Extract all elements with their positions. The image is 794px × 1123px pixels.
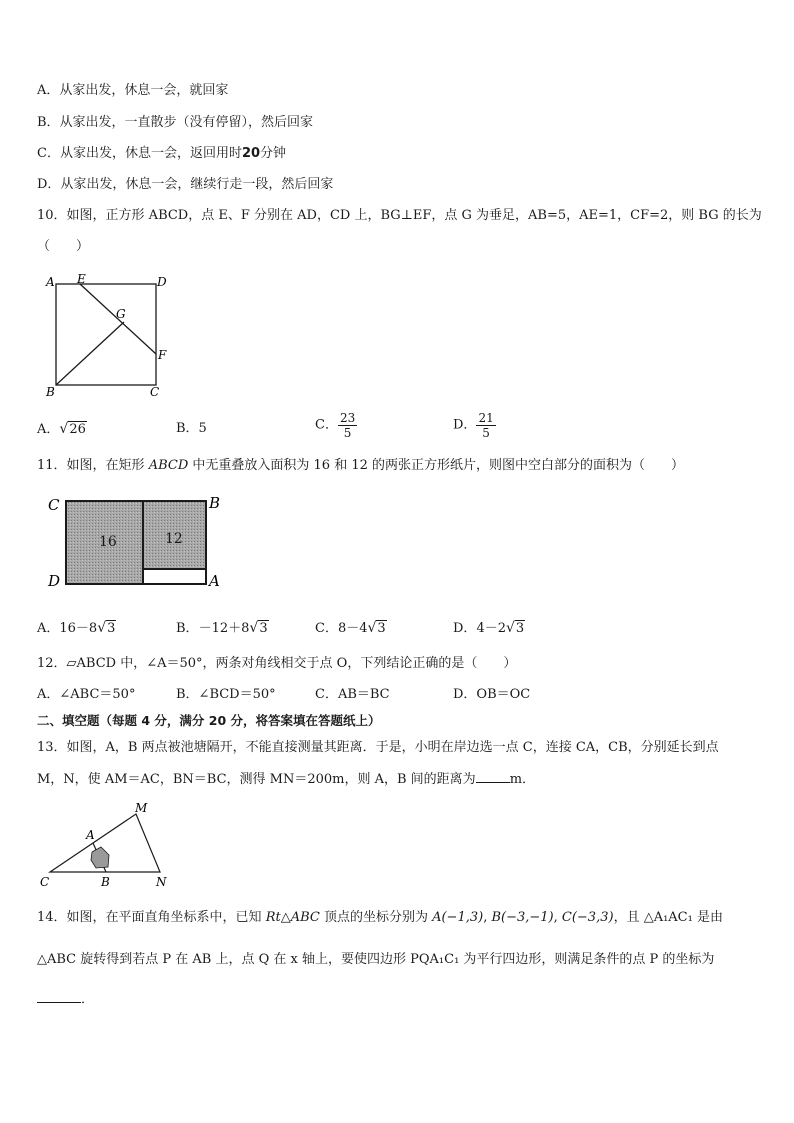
q10-label-e: E (77, 272, 86, 286)
q13-line2-unit: m． (509, 772, 536, 787)
q11-label-a: A (209, 572, 220, 590)
q11-option-a (37, 619, 116, 638)
q13-answer-blank[interactable] (476, 770, 510, 783)
q14-answer-blank[interactable] (37, 990, 81, 1003)
q12-option-d: D．OB＝OC (453, 687, 531, 702)
q12-option-c: C．AB＝BC (315, 687, 390, 702)
q10-option-c-fraction (338, 411, 357, 440)
q9-option-a: A．从家出发，休息一会，就回家 (37, 83, 229, 98)
q10-option-c-label: C． (315, 417, 338, 433)
q13-line1: 13．如图，A，B 两点被池塘隔开，不能直接测量其距离．于是，小明在岸边选一点 C，连接 CA，CB，分别延长到点 (37, 740, 719, 755)
q11-rectangle-figure (44, 490, 234, 590)
q14-line1-mid: 顶点的坐标分别为 (319, 910, 433, 925)
q11-label-b: B (209, 494, 221, 512)
q10-stem: 10．如图，正方形 ABCD，点 E、F 分别在 AD，CD 上，BG⊥EF，点 G 为垂足，AB=5，AE=1，CF=2，则 BG 的长为 (37, 208, 762, 223)
q13-label-m: M (135, 801, 148, 815)
q11-stem (37, 457, 684, 475)
q14-coord-b: B(−3,−1) (491, 910, 554, 925)
q10-option-a-radicand: 26 (69, 422, 86, 437)
q9-option-c-text: C．从家出发，休息一会，返回用时 (37, 146, 242, 161)
q10-label-b: B (46, 385, 55, 399)
q11-option-a-expr: 16－8 (59, 621, 98, 636)
q11-option-c-radicand: 3 (377, 621, 386, 636)
q13-line2 (37, 770, 535, 789)
q11-label-c: C (48, 496, 60, 514)
q11-stem-post: 中无重叠放入面积为 16 和 12 的两张正方形纸片，则图中空白部分的面积为（ ） (188, 458, 684, 473)
q11-stem-pre: 11．如图，在矩形 (37, 458, 149, 473)
section-title-fill-in: 二、填空题（每题 4 分，满分 20 分，将答案填在答题纸上） (37, 713, 381, 728)
q11-stem-rect: ABCD (148, 458, 189, 473)
q10-paren: （ ） (37, 239, 90, 254)
q10-option-a-label: A． (37, 422, 60, 437)
q10-square-figure (40, 268, 180, 403)
q10-label-c: C (150, 385, 160, 399)
sqrt-icon: √ (367, 620, 377, 636)
q14-coord-a: A(−1,3) (432, 910, 484, 925)
q10-option-a (37, 420, 87, 439)
q13-label-n: N (156, 875, 167, 889)
q14-line3 (37, 990, 94, 1009)
q13-label-c: C (40, 875, 50, 889)
q14-line1-post: ，且 △A₁AC₁ 是由 (613, 910, 723, 925)
q11-label-12: 12 (165, 531, 183, 547)
q9-option-d: D．从家出发，休息一会，继续行走一段，然后回家 (37, 177, 334, 192)
q11-option-b-radicand: 3 (259, 621, 268, 636)
q11-option-d-label: D． (453, 621, 477, 636)
q13-line2-text: M，N，使 AM＝AC，BN＝BC，测得 MN＝200m，则 A，B 间的距离为 (37, 772, 476, 787)
q10-label-f: F (158, 348, 167, 362)
q11-option-c-label: C． (315, 621, 338, 636)
q9-option-c-tail: 分钟 (260, 146, 287, 161)
q11-label-16: 16 (99, 534, 117, 550)
q14-line3-period: ． (81, 992, 95, 1007)
q13-triangle-figure (36, 800, 176, 892)
q14-coord-c: C(−3,3) (561, 910, 614, 925)
sqrt-icon: √ (59, 421, 69, 437)
q14-line2: △ABC 旋转得到若点 P 在 AB 上，点 Q 在 x 轴上，要使四边形 PQA₁C₁ 为平行四边形，则满足条件的点 P 的坐标为 (37, 952, 715, 967)
q11-option-d-radicand: 3 (515, 621, 525, 636)
q10-label-d: D (157, 275, 167, 289)
q9-option-c-number: 20 (241, 146, 261, 161)
q10-option-d-label: D． (453, 417, 477, 433)
q11-option-b (176, 619, 269, 638)
sqrt-icon: √ (249, 620, 259, 636)
q12-option-a: A．∠ABC＝50° (37, 687, 136, 702)
q11-option-a-radicand: 3 (107, 621, 116, 636)
sqrt-icon: √ (97, 620, 107, 636)
q10-option-d-fraction (476, 411, 495, 440)
q14-triangle-name: Rt△ABC (265, 910, 320, 925)
q9-option-b: B．从家出发，一直散步（没有停留），然后回家 (37, 115, 314, 130)
q9-option-c (37, 145, 286, 163)
q14-line1-text: 14．如图，在平面直角坐标系中，已知 (37, 910, 266, 925)
q11-option-c (315, 619, 387, 638)
q14-line1: 14．如图，在平面直角坐标系中，已知 Rt△ABC 顶点的坐标分别为 A(−1,3), B(−3,−1), C(−3,3)，且 △A₁AC₁ 是由 (37, 910, 723, 925)
q13-label-a: A (86, 828, 95, 842)
q12-option-b: B．∠BCD＝50° (176, 687, 276, 702)
q10-option-d-denominator: 5 (482, 426, 490, 440)
q10-label-a: A (46, 275, 55, 289)
sqrt-icon: √ (505, 620, 515, 636)
q11-option-b-expr: －12＋8 (198, 621, 250, 636)
q10-option-b: B．5 (176, 421, 207, 436)
q12-stem: 12．▱ABCD 中，∠A＝50°，两条对角线相交于点 O，下列结论正确的是（ ） (37, 656, 517, 671)
q11-option-a-label: A． (37, 621, 60, 636)
q11-option-b-label: B． (176, 621, 199, 636)
q11-label-d: D (48, 572, 61, 590)
q10-label-g: G (116, 307, 126, 321)
q10-option-c (315, 411, 357, 440)
q13-label-b: B (101, 875, 110, 889)
q10-option-c-denominator: 5 (343, 426, 352, 440)
q10-option-d-numerator: 21 (478, 411, 494, 425)
q11-option-d-expr: 4－2 (476, 621, 506, 636)
q11-option-c-expr: 8－4 (337, 621, 368, 636)
q11-option-d (453, 619, 525, 638)
q10-option-c-numerator: 23 (339, 411, 356, 425)
q10-option-d (453, 411, 496, 440)
